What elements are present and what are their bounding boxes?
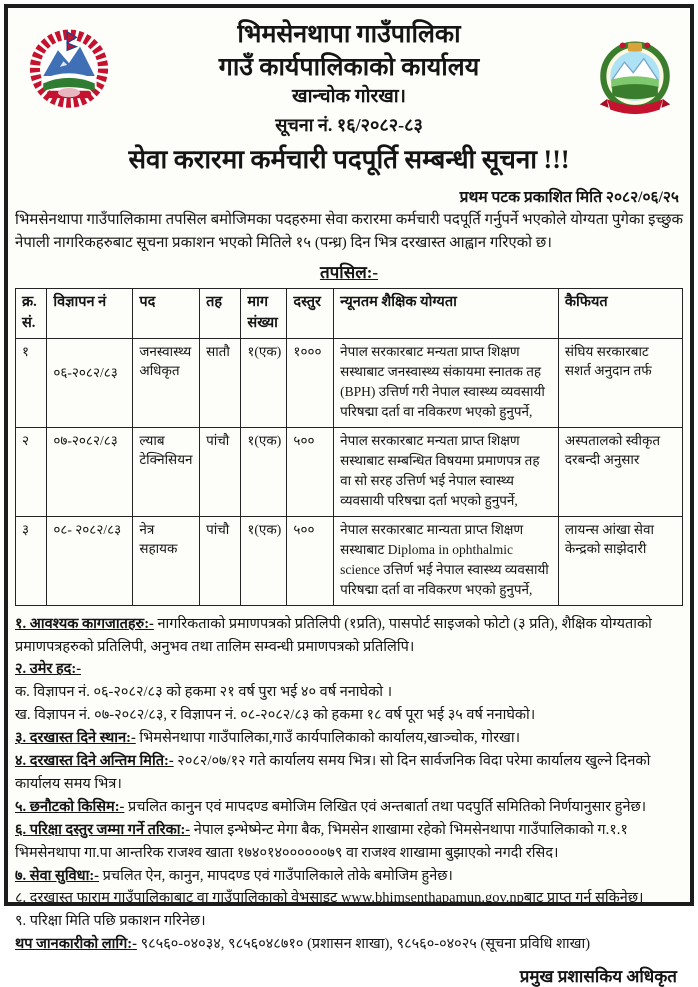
cell-ad_no: ०७-२०८२/८३	[47, 427, 133, 516]
note-lead: १. आवश्यक कागजातहरु:-	[15, 615, 154, 632]
note-text: ख. विज्ञापन नं. ०७-२०८२/८३, र विज्ञापन नं. ०८-२०८२/८३ को हकमा १८ वर्ष पूरा भई ३५ वर्ष ननाघेको।	[15, 707, 536, 724]
municipality-logo-icon	[591, 30, 679, 126]
cell-remarks: अस्पतालको स्वीकृत दरबन्दी अनुसार	[558, 427, 682, 516]
organization-name: भिमसेनथापा गाउँपालिका	[237, 21, 461, 48]
note-line	[15, 887, 683, 910]
note-text: नेपाल इन्भेष्मेन्ट मेगा बैक, भिमसेन शाखामा रहेको भिमसेनथापा गाउँपालिकाको ग.१.१ भिमसेनथापा गा.पा आन्तरिक राजश्व खाता १७४०१४००००००७९ वा राजश्व शाखामा बुझाएको नगदी रसिद।	[15, 821, 628, 861]
signature-title: प्रमुख प्रशासकिय अधिकृत	[519, 967, 677, 987]
cell-count: १(एक)	[241, 427, 287, 516]
note-lead: ७. सेवा सुविधा:-	[15, 867, 99, 884]
notice-title: सेवा करारमा कर्मचारी पदपूर्ति सम्बन्धी सूचना !!!	[128, 144, 570, 174]
cell-post: नेत्र सहायक	[133, 516, 200, 605]
column-header: पद	[133, 288, 200, 338]
column-header: कैफियत	[558, 288, 682, 338]
column-header: तह	[200, 288, 241, 338]
note-text: प्रचलित कानुन एवं मापदण्ड बमोजिम लिखित एवं अन्तबार्ता तथा पदपुर्ति समितिको निर्णयानुसार हुनेछ।	[124, 798, 647, 815]
notice-page	[4, 4, 694, 987]
note-text: क. विज्ञापन नं. ०६-२०८२/८३ को हकमा २१ वर्ष पुरा भई ४० वर्ष ननाघेको ।	[15, 684, 393, 701]
note-line	[15, 681, 683, 704]
note-line	[15, 819, 683, 865]
note-text: २०८२/०७/१२ गते कार्यालय समय भित्र। सो दिन सार्वजनिक विदा परेमा कार्यालय खुल्ने दिनको कार्यालय समय भित्र।	[15, 753, 651, 792]
note-lead: २. उमेर हद:-	[15, 661, 82, 678]
note-line	[15, 613, 683, 659]
cell-fee: ५००	[287, 427, 334, 516]
note-text: ९. परिक्षा मिति पछि प्रकाशन गरिनेछ।	[15, 913, 206, 930]
cell-sn: २	[16, 427, 47, 516]
cell-post: जनस्वास्थ्य अधिकृत	[133, 338, 200, 427]
document-header	[15, 12, 683, 207]
vacancy-table-body	[16, 338, 683, 605]
cell-post: ल्याब टेक्निसियन	[133, 427, 200, 516]
cell-remarks: लायन्स आंखा सेवा केन्द्रको साझेदारी	[558, 516, 682, 605]
cell-ad_no: ०८- २०८२/८३	[47, 516, 133, 605]
note-text: प्रचलित ऐन, कानुन, मापदण्ड एवं गाउँपालिकाले तोके बमोजिम हुनेछ।	[98, 867, 453, 884]
note-line	[15, 796, 683, 819]
column-header: न्यूनतम शैक्षिक योग्यता	[334, 288, 559, 338]
cell-sn: १	[16, 338, 47, 427]
note-lead: ३. दरखास्त दिने स्थान:-	[15, 730, 136, 747]
column-header: विज्ञापन नं	[47, 288, 133, 338]
note-lead: ५. छनौटको किसिम:-	[15, 798, 125, 815]
cell-remarks: संघिय सरकारबाट सशर्त अनुदान तर्फ	[558, 338, 682, 427]
notes-list	[15, 613, 683, 957]
vacancy-table	[15, 288, 683, 606]
cell-level: पांचौ	[200, 427, 241, 516]
note-line	[15, 658, 683, 681]
cell-count: १(एक)	[241, 338, 287, 427]
note-text: नागरिकताको प्रमाणपत्रको प्रतिलिपी (१प्रति), पासपोर्ट साइजको फोटो (३ प्रति), शैक्षिक योग्यताको प्रमाणपत्रहरुको प्रतिलिपी, अनुभव तथा तालिम सम्वन्धी प्रमाणपत्रको प्रतिलिपि।	[15, 615, 652, 655]
note-text: ८. दरखास्त फाराम गाउँपालिकाबाट वा गाउँपालिकाको वेभसाइट www.bhimsenthapamun.gov.npबाट प्राप्त गर्न सकिनेछ।	[15, 890, 644, 907]
cell-sn: ३	[16, 516, 47, 605]
column-header: माग संख्या	[241, 288, 287, 338]
cell-level: पांचौ	[200, 516, 241, 605]
note-lead: थप जानकारीको लागि:-	[15, 936, 137, 953]
note-lead: ६. परिक्षा दस्तुर जम्मा गर्ने तरिका:-	[15, 821, 191, 838]
note-line	[15, 865, 683, 888]
cell-count: १(एक)	[241, 516, 287, 605]
cell-fee: ५००	[287, 516, 334, 605]
note-text: ९८५६०-०४०३४, ९८५६०४८७१० (प्रशासन शाखा), ९८५६०-०४०२५ (सूचना प्रविधि शाखा)	[136, 936, 591, 953]
note-line	[15, 704, 683, 727]
office-name: गाउँ कार्यपालिकाको कार्यालय	[218, 53, 480, 81]
note-line	[15, 727, 683, 750]
cell-ad_no: ०६-२०८२/८३	[47, 338, 133, 427]
note-line	[15, 750, 683, 796]
table-row	[16, 427, 683, 516]
note-line	[15, 933, 683, 956]
table-row	[16, 516, 683, 605]
cell-level: सातौ	[200, 338, 241, 427]
nepal-government-emblem-icon	[23, 18, 115, 112]
published-date: प्रथम पटक प्रकाशित मिति २०८२/०६/२५	[459, 189, 679, 207]
vacancy-table-header-row	[16, 288, 683, 338]
note-line	[15, 910, 683, 933]
office-address: खान्चोक गोरखा।	[292, 86, 406, 108]
column-header: दस्तुर	[287, 288, 334, 338]
note-text: भिमसेनथापा गाउँपालिका,गाउँ कार्यपालिकाको कार्यालय,खाञ्चोक, गोरखा।	[135, 730, 521, 747]
column-header: क्र. सं.	[16, 288, 47, 338]
intro-paragraph: भिमसेनथापा गाउँपालिकामा तपसिल बमोजिमका पदहरुमा सेवा करारमा कर्मचारी पदपूर्ति गर्नुपर्ने भएकोले योग्यता पुगेका इच्छुक नेपाली नागरिकहरुबाट सूचना प्रकाशन भएको मितिले १५ (पन्ध्र) दिन भित्र दरखास्त आह्वान गरिएको छ।	[15, 212, 683, 252]
cell-qualification: नेपाल सरकारबाट मन्यता प्राप्त शिक्षण सस्थाबाट जनस्वास्थ्य संकायमा स्नातक तह (BPH) उत्तिर्ण गरी नेपाल स्वास्थ्य व्यवसायी परिषद्मा दर्ता वा नविकरण भएको हुनुपर्ने,	[334, 338, 559, 427]
cell-qualification: नेपाल सरकारबाट मान्यता प्राप्त शिक्षण सस्थाबाट Diploma in ophthalmic science उत्तिर्ण भई नेपाल स्वास्थ्य व्यवसायी परिषद्मा दर्ता वा नविकरण भएको हुनुपर्ने,	[334, 516, 559, 605]
note-lead: ४. दरखास्त दिने अन्तिम मिति:-	[15, 753, 174, 770]
cell-fee: १०००	[287, 338, 334, 427]
table-row	[16, 338, 683, 427]
cell-qualification: नेपाल सरकारबाट मन्यता प्राप्त शिक्षण सस्थाबाट सम्बन्धित विषयमा प्रमाणपत्र तह वा सो सरह उत्तिर्ण भई नेपाल स्वास्थ्य व्यवसायी परिषद्मा दर्ता भएको हुनुपर्ने,	[334, 427, 559, 516]
notice-number: सूचना नं. १६/२०८२-८३	[275, 114, 423, 135]
tapasil-heading: तपसिल:-	[319, 262, 379, 282]
